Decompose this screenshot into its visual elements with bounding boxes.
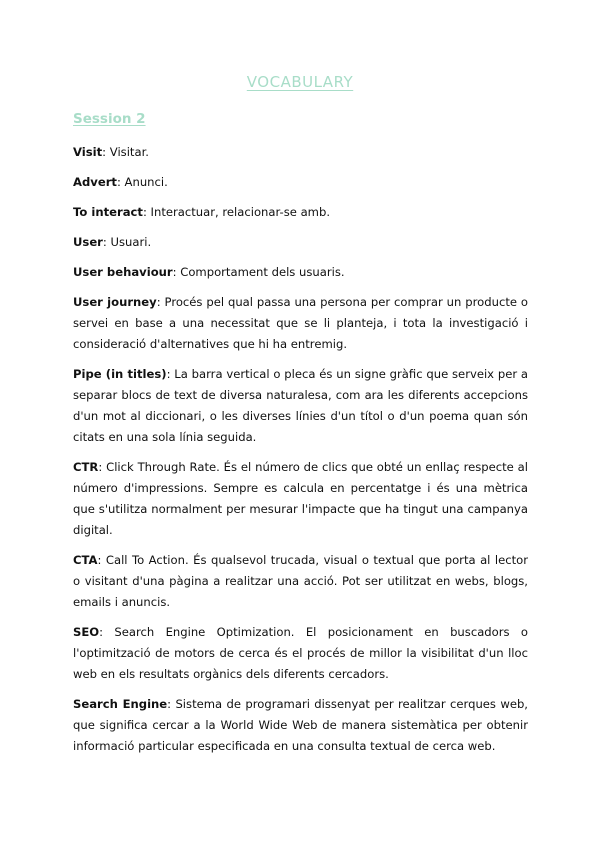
session-heading: Session 2 bbox=[73, 111, 146, 127]
entry-definition: : Procés pel qual passa una persona per comprar un producte o servei en base a una necessitat que se li planteja, i tota la investigació i consideració d'alternatives que hi ha entremig. bbox=[73, 295, 528, 351]
entry-term: Search Engine bbox=[73, 697, 168, 711]
vocabulary-entry bbox=[73, 694, 528, 757]
vocabulary-entry bbox=[73, 232, 528, 253]
entry-definition: : Call To Action. És qualsevol trucada, visual o textual que porta al lector o visitant d'una pàgina a realitzar una acció. Pot ser utilitzat en webs, blogs, emails i anuncis. bbox=[73, 553, 528, 609]
entry-definition: : Usuari. bbox=[102, 235, 152, 249]
entry-term: To interact bbox=[73, 205, 143, 219]
entry-term: User behaviour bbox=[73, 265, 173, 279]
vocabulary-entry bbox=[73, 142, 528, 163]
entry-term: CTR bbox=[73, 460, 99, 474]
entry-term: Visit bbox=[73, 145, 103, 159]
vocabulary-entry bbox=[73, 172, 528, 193]
page-title: VOCABULARY bbox=[246, 73, 354, 91]
vocabulary-entry bbox=[73, 550, 528, 613]
entry-definition: : Interactuar, relacionar-se amb. bbox=[142, 205, 331, 219]
vocabulary-entry bbox=[73, 364, 528, 448]
entry-definition: : La barra vertical o pleca és un signe gràfic que serveix per a separar blocs de text de diversa naturalesa, com ara les diferents accepcions d'un mot al diccionari, o les diverses línies d'un títol o d'un poema quan són citats en una sola línia seguida. bbox=[73, 367, 529, 444]
entry-definition: : Anunci. bbox=[116, 175, 168, 189]
vocabulary-entry bbox=[73, 622, 528, 685]
vocabulary-entry bbox=[73, 292, 528, 355]
vocabulary-entry bbox=[73, 457, 528, 541]
vocabulary-list bbox=[73, 142, 528, 766]
entry-term: User journey bbox=[73, 295, 157, 309]
entry-definition: : Search Engine Optimization. El posicionament en buscadors o l'optimització de motors de cerca és el procés de millor la visibilitat d'un lloc web en els resultats orgànics dels diferents cercadors. bbox=[73, 625, 528, 681]
entry-term: User bbox=[73, 235, 103, 249]
entry-definition: : Comportament dels usuaris. bbox=[172, 265, 345, 279]
entry-term: Advert bbox=[73, 175, 117, 189]
entry-definition: : Click Through Rate. És el número de clics que obté un enllaç respecte al número d'impressions. Sempre es calcula en percentatge i és una mètrica que s'utilitza normalment per mesurar l'impacte que ha tingut una campanya digital. bbox=[73, 460, 528, 537]
vocabulary-entry bbox=[73, 262, 528, 283]
entry-definition: : Visitar. bbox=[102, 145, 149, 159]
vocabulary-entry bbox=[73, 202, 528, 223]
entry-term: SEO bbox=[73, 625, 100, 639]
entry-definition: : Sistema de programari dissenyat per realitzar cerques web, que significa cercar a la World Wide Web de manera sistemàtica per obtenir informació particular especificada en una consulta textual de cerca web. bbox=[73, 697, 528, 753]
entry-term: Pipe (in titles) bbox=[73, 367, 167, 381]
entry-term: CTA bbox=[73, 553, 98, 567]
